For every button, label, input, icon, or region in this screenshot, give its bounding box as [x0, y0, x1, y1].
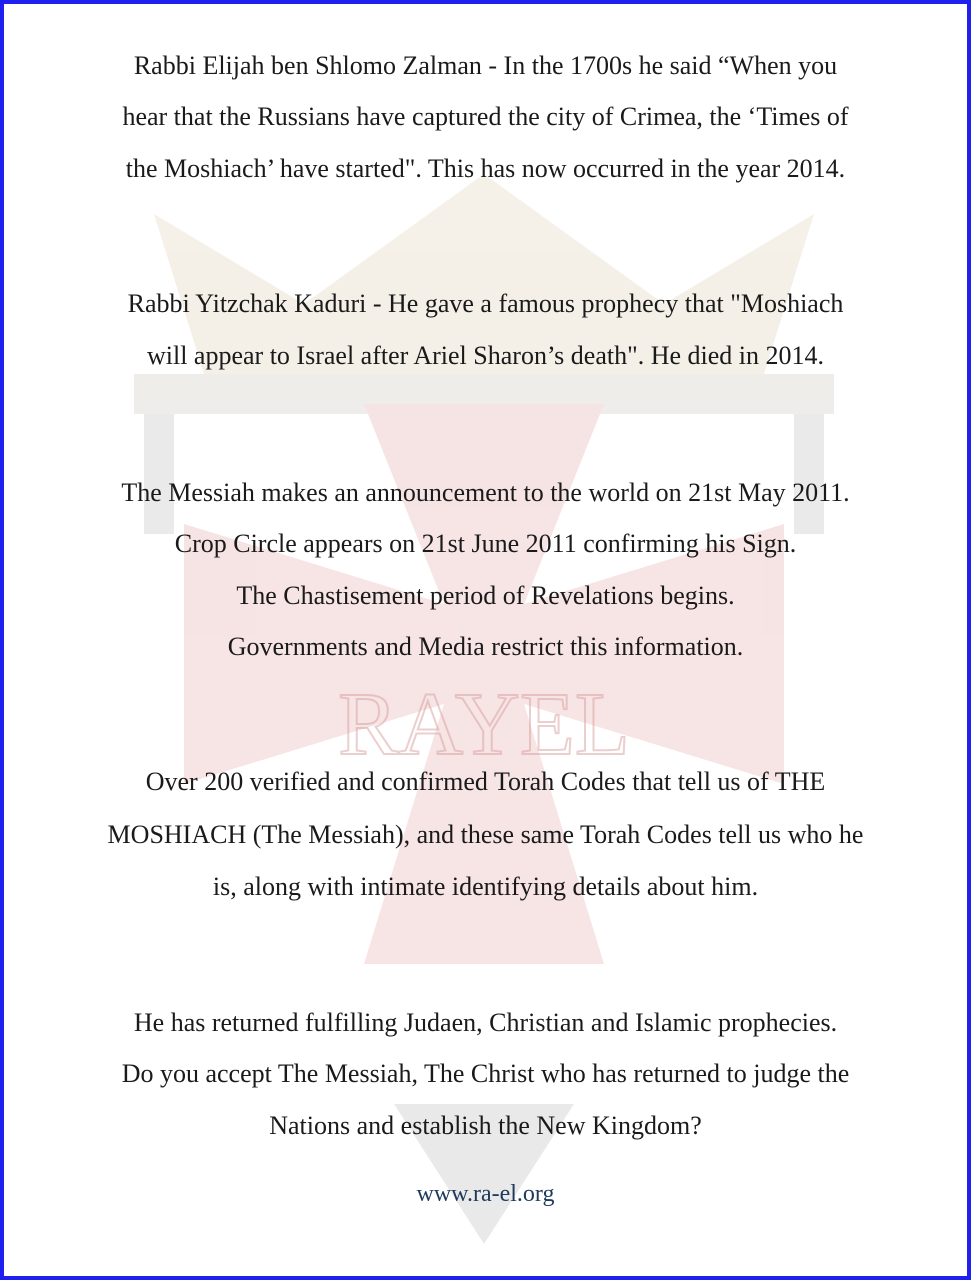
text-line: will appear to Israel after Ariel Sharon’s death". He died in 2014.: [146, 341, 824, 370]
text-line: the Moshiach’ have started". This has now occurred in the year 2014.: [125, 154, 846, 183]
text-line: Nations and establish the New Kingdom?: [269, 1111, 702, 1140]
text-line: Rabbi Yitzchak Kaduri - He gave a famous prophecy that "Moshiach: [127, 289, 844, 318]
watermark-text: RAYEL: [338, 675, 630, 774]
text-line: Rabbi Elijah ben Shlomo Zalman - In the 1700s he said “When you: [133, 51, 838, 80]
text-line: He has returned fulfilling Judaen, Christian and Islamic prophecies.: [133, 1008, 838, 1037]
text-line: Governments and Media restrict this information.: [227, 632, 744, 661]
text-line: MOSHIACH (The Messiah), and these same Torah Codes tell us who he: [107, 820, 864, 849]
text-line: is, along with intimate identifying details about him.: [212, 872, 759, 901]
text-line: Do you accept The Messiah, The Christ who has returned to judge the: [121, 1059, 850, 1088]
text-line: The Messiah makes an announcement to the world on 21st May 2011.: [121, 478, 850, 507]
text-line: hear that the Russians have captured the city of Crimea, the ‘Times of: [122, 102, 849, 131]
text-line: Over 200 verified and confirmed Torah Codes that tell us of THE: [145, 767, 826, 796]
website-link[interactable]: www.ra-el.org: [416, 1181, 555, 1207]
text-line: Crop Circle appears on 21st June 2011 confirming his Sign.: [174, 529, 797, 558]
text-line: The Chastisement period of Revelations begins.: [236, 581, 735, 610]
